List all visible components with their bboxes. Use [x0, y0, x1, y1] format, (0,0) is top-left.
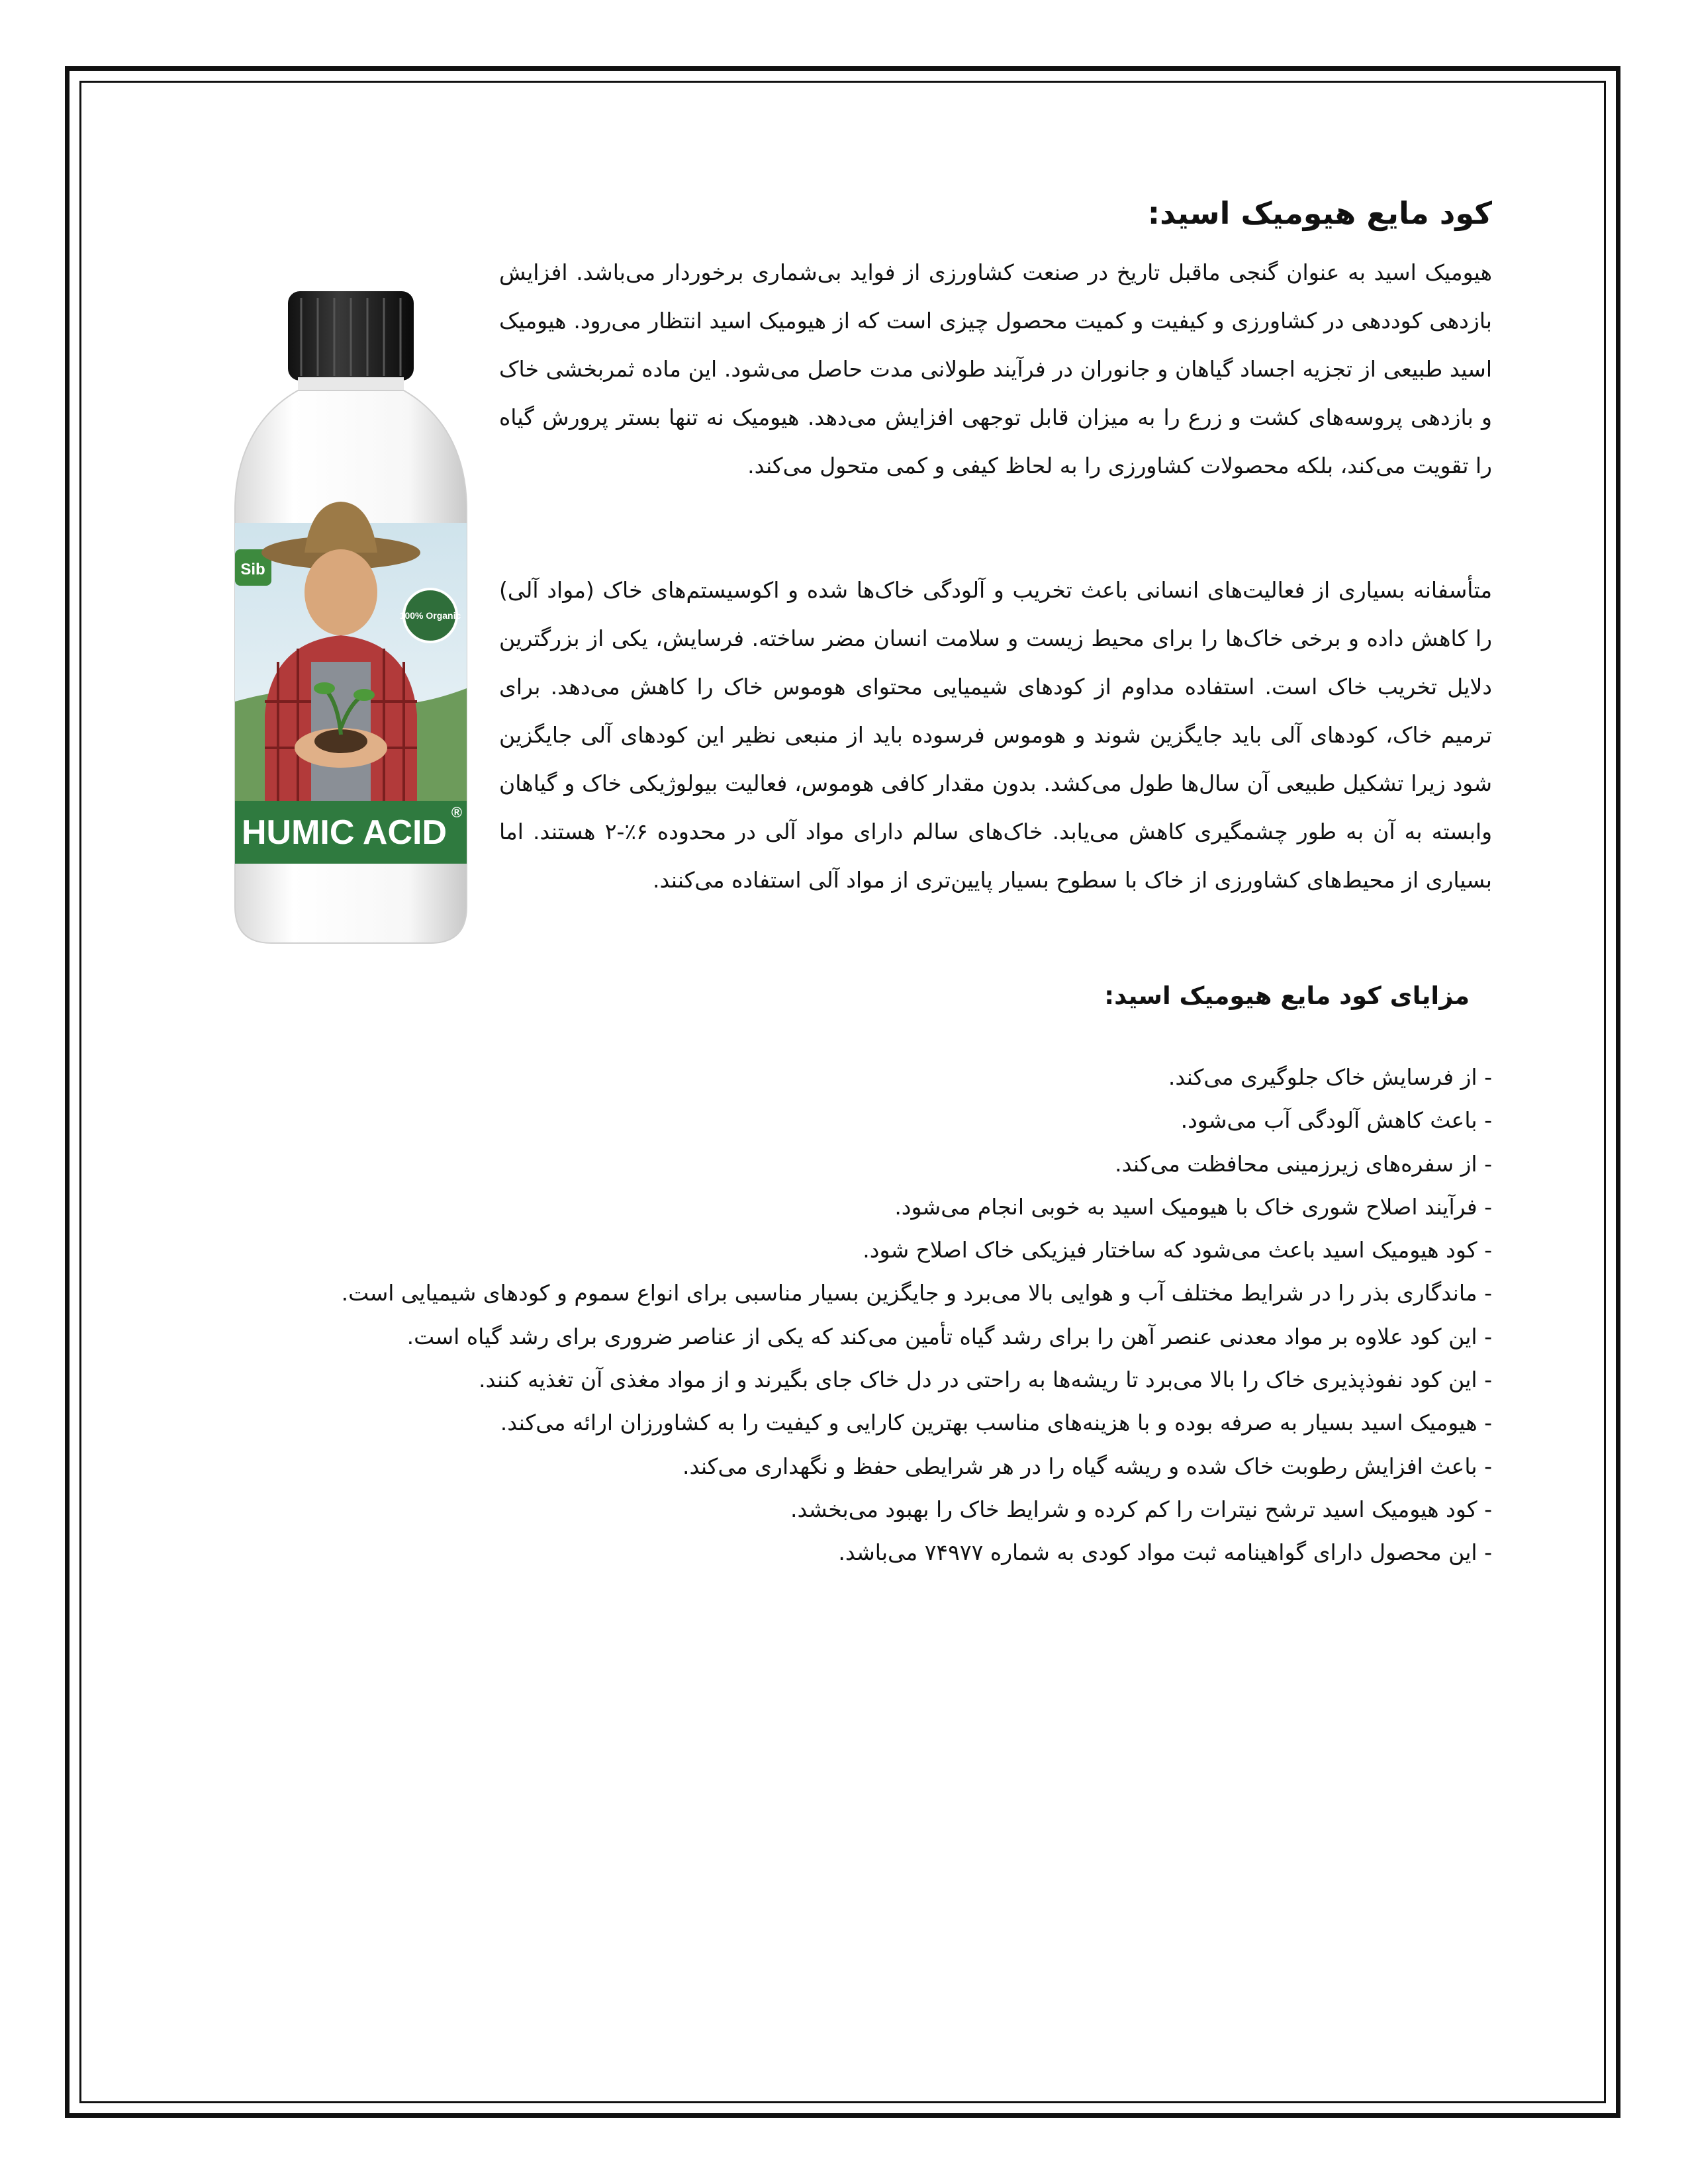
registered-mark: ® — [451, 804, 463, 821]
benefits-title: مزایای کود مایع هیومیک اسید: — [1104, 981, 1470, 1010]
benefits-list — [168, 1056, 1492, 1574]
soil-degradation-paragraph: متأسفانه بسیاری از فعالیت‌های انسانی باعث تخریب و آلودگی خاک‌ها شده و اکوسیستم‌های خاک (مواد آلی) را کاهش داده و برخی خاک‌ها را برای محیط زیست و سلامت انسان مضر ساخته. فرسایش، یکی از بزرگترین دلایل تخریب خاک است. استفاده مداوم از کودهای شیمیایی محتوای هوموس خاک را کاهش می‌دهد. برای ترمیم خاک، کودهای آلی باید جایگزین شوند و هوموس فرسوده باید از منبعی نظیر این کودهای آلی جایگزین شود زیرا تشکیل طبیعی آن سال‌ها طول می‌کشد. بدون مقدار کافی هوموس، فعالیت بیولوژیکی خاک و گیاهان وابسته به آن به طور چشمگیری کاهش می‌یابد. خاک‌های سالم دارای مواد آلی در محدوده ۶٪-۲ هستند. اما بسیاری از محیط‌های کشاورزی از خاک با سطوح بسیار پایین‌تری از مواد آلی استفاده می‌کنند. — [499, 577, 1493, 893]
benefit-item: - از سفره‌های زیرزمینی محافظت می‌کند. — [1115, 1150, 1492, 1177]
benefit-item: - این محصول دارای گواهینامه ثبت مواد کودی به شماره ۷۴۹۷۷ می‌باشد. — [838, 1539, 1492, 1566]
brand-mark: Sib — [240, 561, 265, 578]
product-name-label: HUMIC ACID — [241, 813, 447, 852]
benefit-item: - این کود علاوه بر مواد معدنی عنصر آهن را برای رشد گیاه تأمین می‌کند که یکی از عناصر ضروری برای رشد گیاه است. — [406, 1323, 1492, 1349]
intro-paragraph: هیومیک اسید به عنوان گنجی ماقبل تاریخ در صنعت کشاورزی از فواید بی‌شماری برخوردار می‌باشد. افزایش بازدهی کوددهی در کشاورزی و کیفیت و کمیت محصول چیزی است که از هیومیک اسید انتظار می‌رود. هیومیک اسید طبیعی از تجزیه اجساد گیاهان و جانوران در فرآیند طولانی مدت حاصل می‌شود. این ماده ثمربخشی خاک و بازدهی پروسه‌های کشت و زرع را به میزان قابل توجهی افزایش می‌دهد. هیومیک نه تنها بستر پرورش گیاه را تقویت می‌کند، بلکه محصولات کشاورزی را به لحاظ کیفی و کمی متحول می‌کند. — [499, 259, 1492, 478]
benefit-item: - ماندگاری بذر را در شرایط مختلف آب و هوایی بالا می‌برد و جایگزین بسیار مناسبی برای انواع سموم و کودهای شیمیایی است. — [341, 1280, 1492, 1306]
page-title: کود مایع هیومیک اسید: — [1147, 195, 1492, 231]
product-bottle-image — [225, 291, 477, 946]
benefit-item: - باعث کاهش آلودگی آب می‌شود. — [1180, 1107, 1492, 1134]
organic-badge: 100% Organic — [399, 610, 461, 621]
benefit-item: - فرآیند اصلاح شوری خاک با هیومیک اسید به خوبی انجام می‌شود. — [894, 1193, 1492, 1220]
benefit-item: - از فرسایش خاک جلوگیری می‌کند. — [1168, 1064, 1492, 1090]
benefit-item: - کود هیومیک اسید ترشح نیترات را کم کرده و شرایط خاک را بهبود می‌بخشد. — [790, 1496, 1492, 1522]
benefit-item: - باعث افزایش رطوبت خاک شده و ریشه گیاه را در هر شرایطی حفظ و نگهداری می‌کند. — [682, 1453, 1492, 1479]
benefit-item: - این کود نفوذپذیری خاک را بالا می‌برد تا ریشه‌ها به راحتی در دل خاک جای بگیرند و از مواد مغذی آن تغذیه کنند. — [479, 1367, 1492, 1393]
benefit-item: - هیومیک اسید بسیار به صرفه بوده و با هزینه‌های مناسب بهترین کارایی و کیفیت را به کشاورزان ارائه می‌کند. — [500, 1410, 1492, 1436]
benefit-item: - کود هیومیک اسید باعث می‌شود که ساختار فیزیکی خاک اصلاح شود. — [863, 1237, 1492, 1263]
